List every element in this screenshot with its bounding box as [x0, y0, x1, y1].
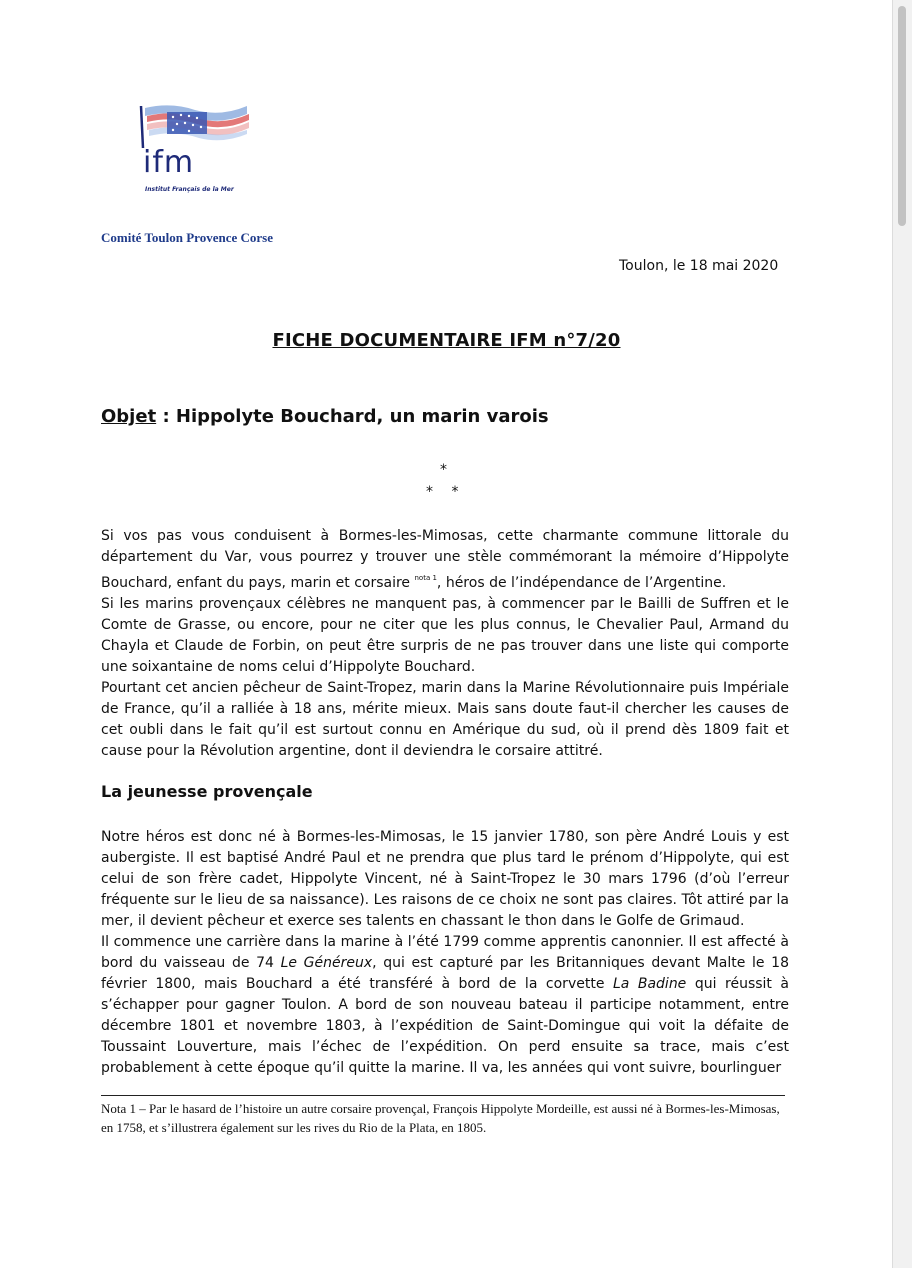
scrollbar-thumb[interactable] — [898, 6, 906, 226]
intro-paragraph-2: Si les marins provençaux célèbres ne manquent pas, à commencer par le Bailli de Suffren et le Comte de Grasse, ou encore, pour ne citer que les plus connus, le Chevalier Paul, Armand du Chayla et Claude de Forbin, on peut être surpris de ne pas trouver dans une liste qui comporte une soixantaine de noms celui d’Hippolyte Bouchard. — [101, 596, 789, 675]
footnote-ref[interactable]: nota 1 — [414, 574, 437, 582]
ifm-logo — [133, 100, 251, 196]
section-paragraph-1: Notre héros est donc né à Bormes-les-Mimosas, le 15 janvier 1780, son père André Louis y est aubergiste. Il est baptisé André Paul et ne prendra que plus tard le prénom d’Hippolyte, qui est celui de son frère cadet, Hippolyte Vincent, né à Saint-Tropez le 30 mars 1796 (d’où l’erreur fréquente sur le lieu de sa naissance). Les raisons de ce choix ne sont pas claires. Tôt attiré par la mer, il devient pêcheur et exerce ses talents en chassant le thon dans le Golfe de Grimaud. — [101, 829, 789, 929]
section-paragraph-2 — [101, 932, 789, 1079]
section-text-b: , qui est capturé par les Britanniques devant Malte le 18 février 1800, mais Bouchard a été transféré à bord de la corvette — [101, 955, 789, 992]
logo-wordmark: ifm — [143, 145, 195, 180]
intro-text-a: Si vos pas vous conduisent à Bormes-les-Mimosas, cette charmante commune littorale du département du Var, vous pourrez y trouver une stèle commémorant la mémoire d’Hippolyte Bouchard, enfant du pays, marin et corsaire — [101, 528, 789, 591]
ship-name: La Badine — [612, 976, 687, 992]
subject-label: Objet — [101, 406, 157, 427]
section-text-c: qui réussit à s’échapper pour gagner Toulon. A bord de son nouveau bateau il participe notamment, entre décembre 1801 et novembre 1803, à l’expédition de Saint-Domingue qui voit la défaite de Toussaint Louverture, mais l’échec de l’expédition. On perd ensuite sa trace, mais c’est probablement à cette époque qu’il quitte la marine. Il va, les années qui vont suivre, bourlinguer — [101, 976, 790, 1076]
section-heading: La jeunesse provençale — [101, 782, 313, 801]
footnote-divider — [101, 1095, 785, 1096]
ship-name: Le Généreux — [280, 955, 373, 971]
separator-stars-bottom: * * — [426, 484, 459, 500]
committee-name: Comité Toulon Provence Corse — [101, 230, 273, 245]
section-text-a: Il commence une carrière dans la marine à l’été 1799 comme apprentis canonnier. Il est affecté à bord du vaisseau de 74 — [101, 934, 789, 971]
intro-paragraph-1 — [101, 526, 789, 594]
footnote: Nota 1 – Par le hasard de l’histoire un autre corsaire provençal, François Hippolyte Mordeille, est aussi né à Bormes-les-Mimosas, en 1758, et s’illustrera également sur les rives du Rio de la Plata, en 1805. — [101, 1101, 780, 1135]
intro-paragraph-3: Pourtant cet ancien pêcheur de Saint-Tropez, marin dans la Marine Révolutionnaire puis Impériale de France, qu’il a ralliée à 18 ans, mérite mieux. Mais sans doute faut-il chercher les causes de cet oubli dans le fait qu’il est surtout connu en Amérique du sud, où il prend dès 1809 fait et cause pour la Révolution argentine, dont il deviendra le corsaire attitré. — [101, 680, 789, 759]
document-date: Toulon, le 18 mai 2020 — [619, 258, 779, 274]
subject-line — [101, 406, 549, 427]
document-title: FICHE DOCUMENTAIRE IFM n°7/20 — [272, 330, 621, 351]
logo-subtitle: Institut Français de la Mer — [145, 186, 234, 193]
vertical-scrollbar[interactable] — [892, 0, 912, 1268]
subject-text: Hippolyte Bouchard, un marin varois — [175, 406, 549, 427]
separator-star-top: * — [440, 462, 447, 478]
subject-separator: : — [156, 406, 176, 427]
intro-text — [101, 526, 789, 762]
intro-text-b: , héros de l’indépendance de l’Argentine. — [436, 575, 727, 591]
section-text — [101, 827, 789, 1079]
